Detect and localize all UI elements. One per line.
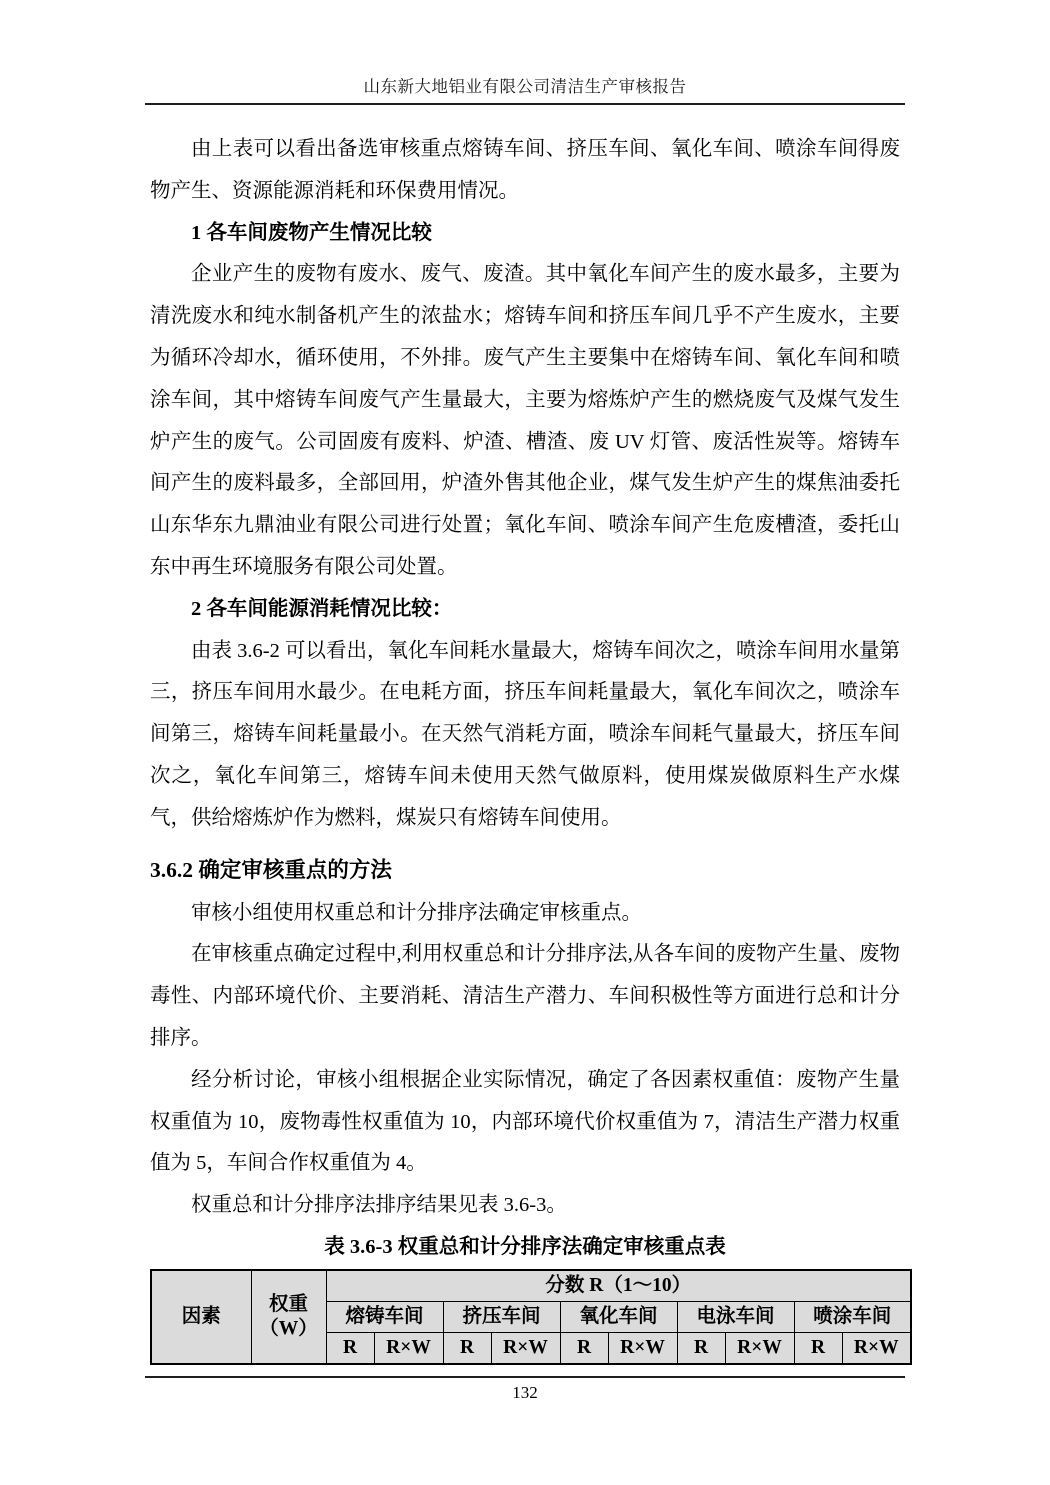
paragraph-energy-comparison: 由表 3.6-2 可以看出，氧化车间耗水量最大，熔铸车间次之，喷涂车间用水量第三，挤压车间用水最少。在电耗方面，挤压车间耗量最大，氧化车间次之，喷涂车间第三，熔铸车间耗量最小。在天然气消耗方面，喷涂车间耗气量最大，挤压车间次之，氧化车间第三，熔铸车间未使用天然气做原料，使用煤炭做原料生产水煤气，供给熔炼炉作为燃料，煤炭只有熔铸车间使用。 <box>150 639 900 829</box>
table-header-score: 分数 R（1～10） <box>326 1270 911 1302</box>
paragraph-intro: 由上表可以看出备选审核重点熔铸车间、挤压车间、氧化车间、喷涂车间得废物产生、资源能源消耗和环保费用情况。 <box>150 138 900 202</box>
table-header-workshop-pentu: 喷涂车间 <box>794 1301 911 1332</box>
table-header-rw-2: R×W <box>491 1332 560 1364</box>
audit-focus-table <box>150 1269 912 1365</box>
table-header-rw-3: R×W <box>608 1332 677 1364</box>
table-header-r-5: R <box>794 1332 842 1364</box>
heading-section-3-6-2: 3.6.2 确定审核重点的方法 <box>150 857 392 882</box>
page-header-title: 山东新大地铝业有限公司清洁生产审核报告 <box>363 77 687 96</box>
table-header-factor: 因素 <box>151 1270 251 1364</box>
heading-energy-comparison: 2 各车间能源消耗情况比较： <box>191 597 453 620</box>
table-header-rw-1: R×W <box>374 1332 443 1364</box>
table-header-workshop-yanghua: 氧化车间 <box>560 1301 677 1332</box>
table-caption: 表 3.6-3 权重总和计分排序法确定审核重点表 <box>324 1235 726 1258</box>
heading-waste-comparison: 1 各车间废物产生情况比较 <box>191 221 432 244</box>
paragraph-method-4: 权重总和计分排序法排序结果见表 3.6-3。 <box>191 1194 567 1217</box>
table-header-weight-line1: 权重 <box>268 1294 308 1316</box>
table-header-rw-5: R×W <box>842 1332 911 1364</box>
paragraph-method-3: 经分析讨论，审核小组根据企业实际情况，确定了各因素权重值：废物产生量权重值为 10，废物毒性权重值为 10，内部环境代价权重值为 7，清洁生产潜力权重值为 5，车间合作权重值为 4。 <box>150 1068 900 1175</box>
paragraph-method-2: 在审核重点确定过程中,利用权重总和计分排序法,从各车间的废物产生量、废物毒性、内部环境代价、主要消耗、清洁生产潜力、车间积极性等方面进行总和计分排序。 <box>150 943 900 1049</box>
table-header-row-1 <box>151 1270 911 1302</box>
paragraph-method-1: 审核小组使用权重总和计分排序法确定审核重点。 <box>191 901 642 924</box>
paragraph-waste-comparison: 企业产生的废物有废水、废气、废渣。其中氧化车间产生的废水最多，主要为清洗废水和纯水制备机产生的浓盐水；熔铸车间和挤压车间几乎不产生废水，主要为循环冷却水，循环使用，不外排。废气产生主要集中在熔铸车间、氧化车间和喷涂车间，其中熔铸车间废气产生量最大，主要为熔炼炉产生的燃烧废气及煤气发生炉产生的废气。公司固废有废料、炉渣、槽渣、废 UV 灯管、废活性炭等。熔铸车间产生的废料最多，全部回用，炉渣外售其他企业，煤气发生炉产生的煤焦油委托山东华东九鼎油业有限公司进行处置；氧化车间、喷涂车间产生危废槽渣，委托山东中再生环境服务有限公司处置。 <box>150 263 900 578</box>
table-header-r-3: R <box>560 1332 608 1364</box>
document-body <box>150 129 900 1365</box>
header-rule <box>145 103 905 105</box>
table-header-workshop-rongzhu: 熔铸车间 <box>326 1301 443 1332</box>
table-header-r-1: R <box>326 1332 374 1364</box>
table-header-workshop-jiya: 挤压车间 <box>443 1301 560 1332</box>
table-header-weight <box>251 1270 326 1364</box>
page-number: 132 <box>512 1383 538 1402</box>
table-header-weight-line2: （W） <box>259 1317 318 1339</box>
table-header-r-4: R <box>677 1332 725 1364</box>
table-header-rw-4: R×W <box>725 1332 794 1364</box>
table-header-r-2: R <box>443 1332 491 1364</box>
footer-rule <box>145 1376 905 1378</box>
table-header-workshop-dianyong: 电泳车间 <box>677 1301 794 1332</box>
